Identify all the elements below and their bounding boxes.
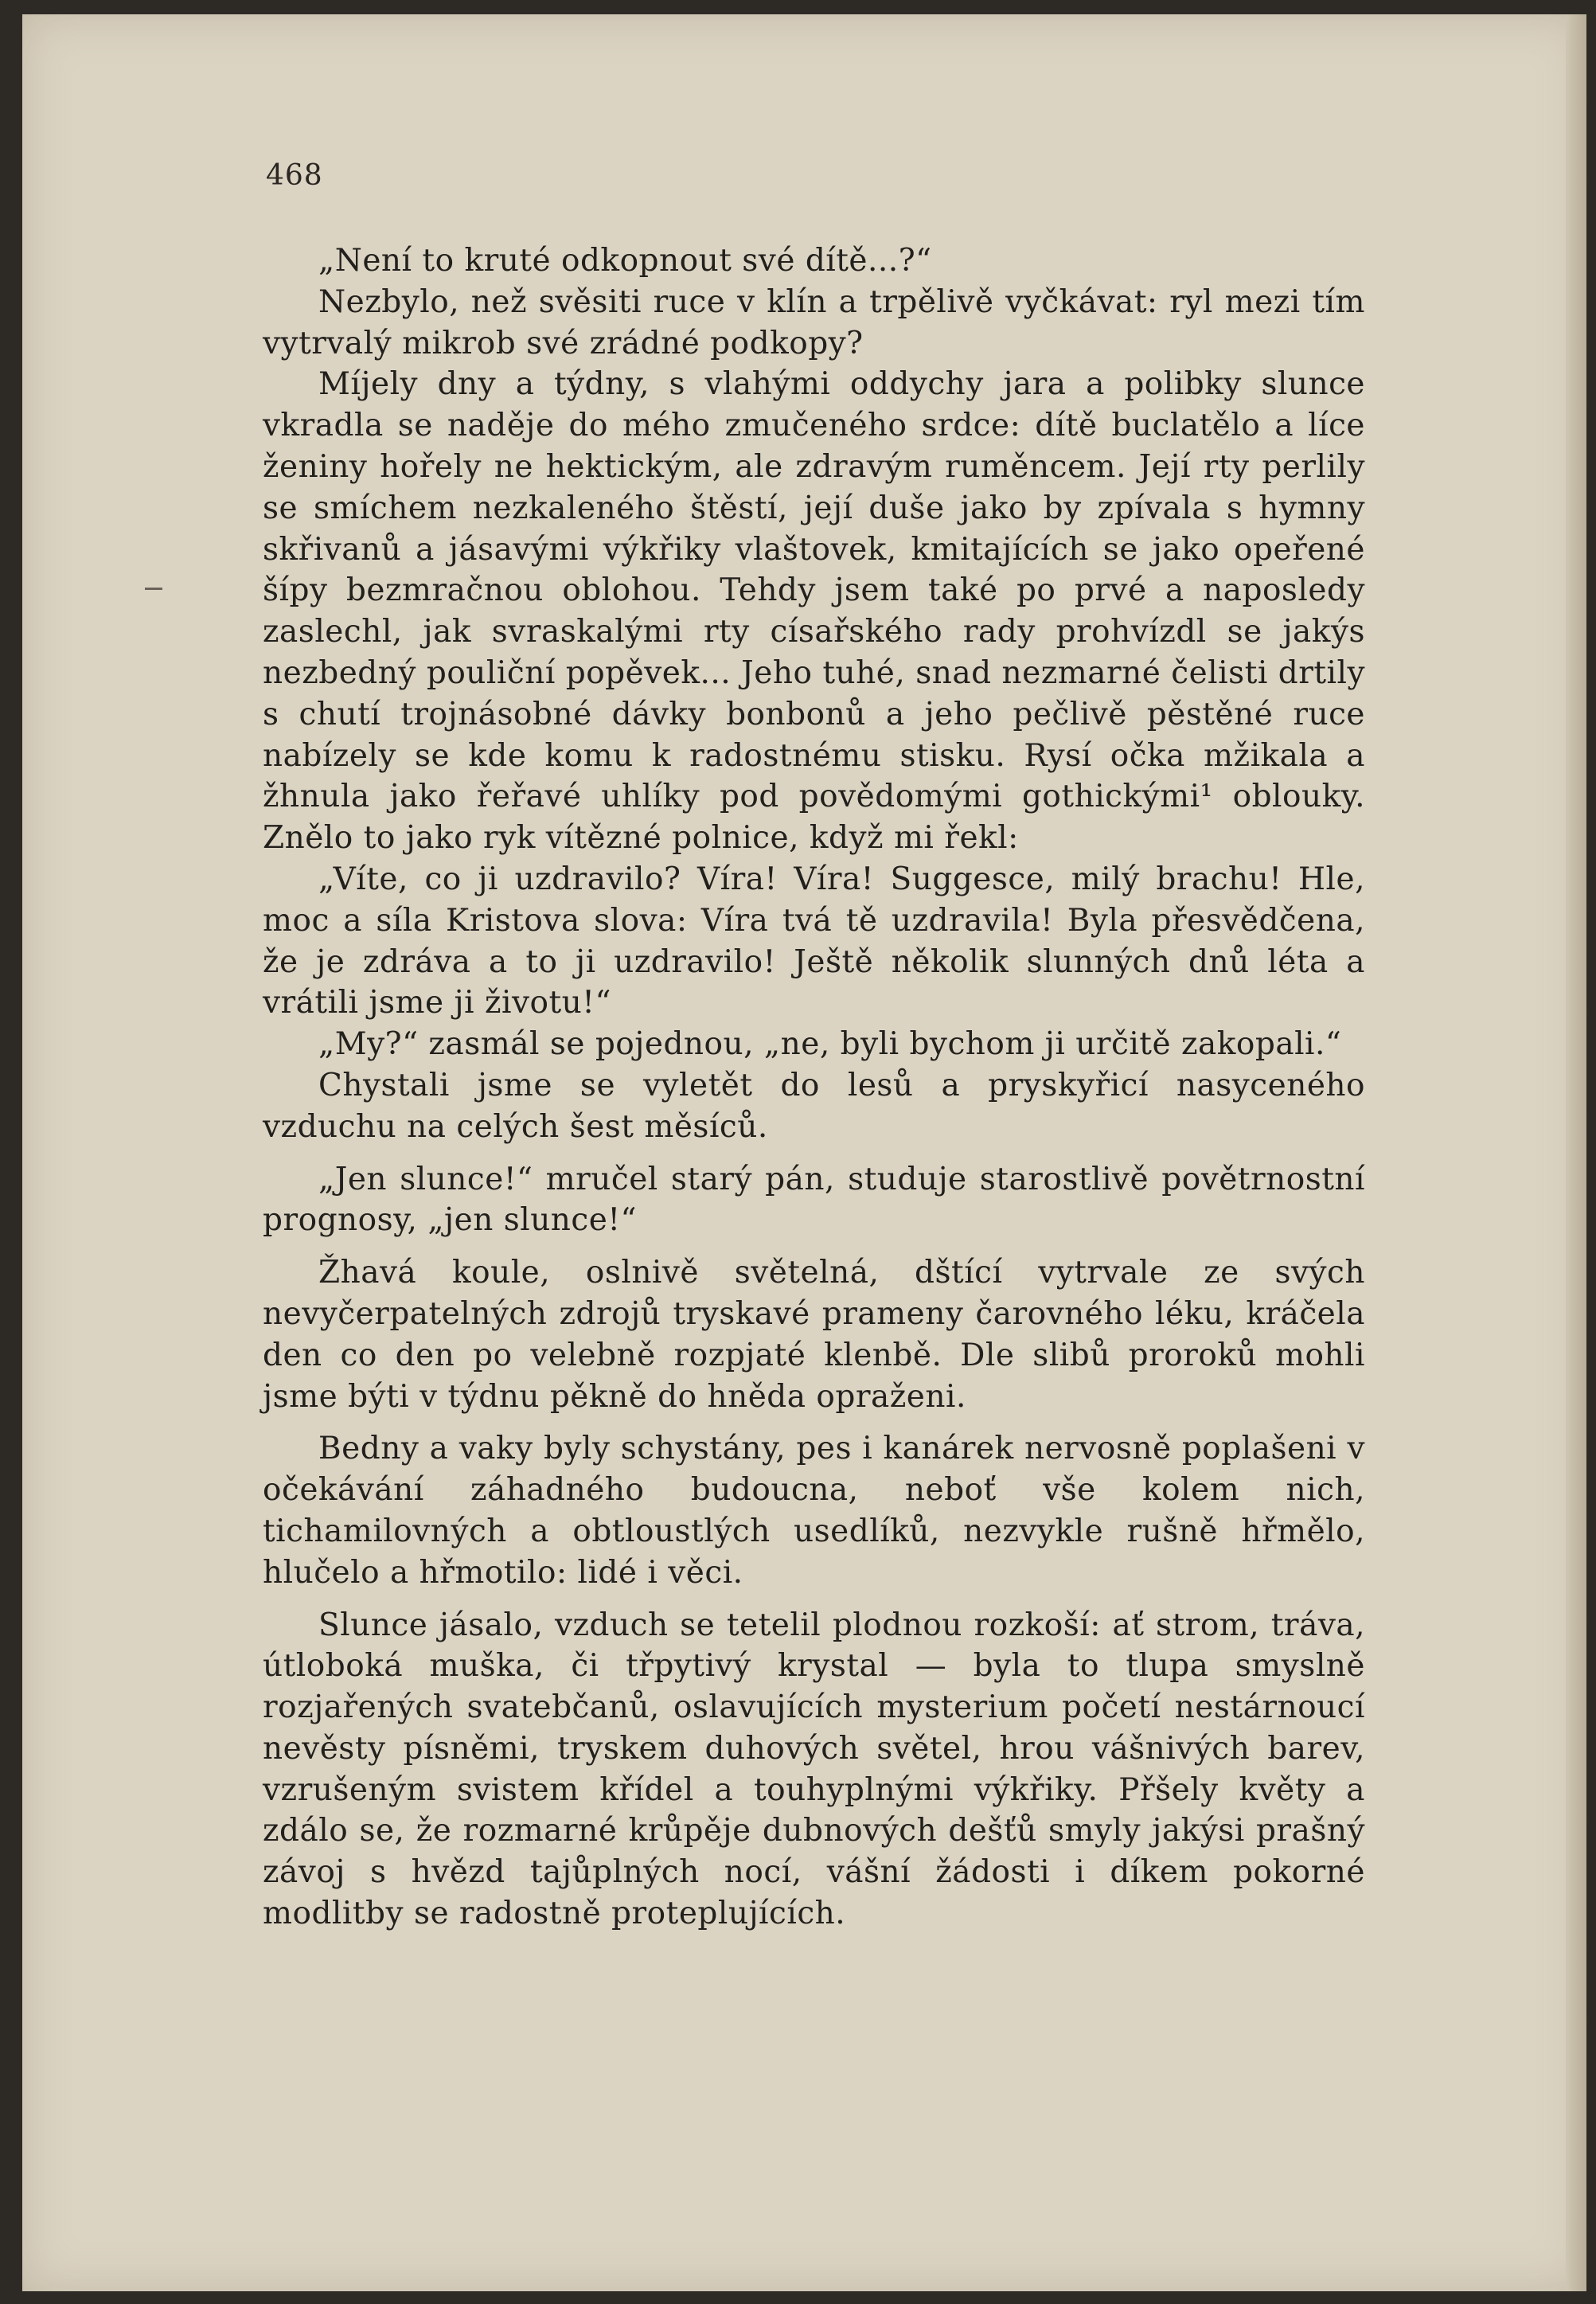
margin-mark <box>145 588 162 590</box>
page-edge <box>1566 14 1586 2291</box>
paragraph-10: Slunce jásalo, vzduch se tetelil plodnou rozkoší: ať strom, tráva, útloboká muška, či třpytivý krystal — byla to tlupa smyslně rozjařených svatebčanů, oslavujících mysterium početí nestárnoucí nevěsty písněmi, tryskem duhových světel, hrou vášnivých barev, vzrušeným svistem křídel a touhyplnými výkřiky. Přšely květy a zdálo se, že rozmarné krůpěje dubnových dešťů smyly jakýsi prašný závoj s hvězd tajůplných nocí, vášní žádosti i díkem pokorné modlitby se radostně proteplujících. <box>263 1607 1365 1932</box>
body-text <box>263 240 1365 1935</box>
paragraph-2: Nezbylo, než svěsiti ruce v klín a trpělivě vyčkávat: ryl mezi tím vytrvalý mikrob své zrádné podkopy? <box>263 283 1365 361</box>
paragraph-9: Bedny a vaky byly schystány, pes i kanárek nervosně poplašeni v očekávání záhadného budoucna, neboť vše kolem nich, tichamilovných a obtloustlých usedlíků, nezvykle rušně hřmělo, hlučelo a hřmotilo: lidé i věci. <box>263 1431 1365 1591</box>
paragraph-7: „Jen slunce!“ mručel starý pán, studuje starostlivě povětrnostní prognosy, „jen slunce!“ <box>263 1161 1365 1239</box>
paragraph-6: Chystali jsme se vyletět do lesů a pryskyřicí nasyceného vzduchu na celých šest měsíců. <box>263 1067 1365 1145</box>
paragraph-8: Žhavá koule, oslnivě světelná, dštící vytrvale ze svých nevyčerpatelných zdrojů tryskavé prameny čarovného léku, kráčela den co den po velebně rozpjaté klenbě. Dle slibů proroků mohli jsme býti v týdnu pěkně do hněda opraženi. <box>263 1255 1365 1415</box>
paragraph-4: „Víte, co ji uzdravilo? Víra! Víra! Suggesce, milý brachu! Hle, moc a síla Kristova slova: Víra tvá tě uzdravila! Byla přesvědčena, že je zdráva a to ji uzdravilo! Ještě několik slunných dnů léta a vrátili jsme ji životu!“ <box>263 861 1365 1021</box>
page-number: 468 <box>266 159 323 192</box>
paragraph-1: „Není to kruté odkopnout své dítě...?“ <box>318 243 932 279</box>
paragraph-5: „My?“ zasmál se pojednou, „ne, byli bychom ji určitě zakopali.“ <box>318 1026 1342 1063</box>
paragraph-3: Míjely dny a týdny, s vlahými oddychy jara a polibky slunce vkradla se naděje do mého zmučeného srdce: dítě buclatělo a líce ženiny hořely ne hektickým, ale zdravým ruměncem. Její rty perlily se smíchem nezkaleného štěstí, její duše jako by zpívala s hymny skřivanů a jásavými výkřiky vlaštovek, kmitajících se jako opeřené šípy bezmračnou oblohou. Tehdy jsem také po prvé a naposledy zaslechl, jak svraskalými rty císařského rady prohvízdl se jakýs nezbedný pouliční popěvek... Jeho tuhé, snad nezmarné čelisti drtily s chutí trojnásobné dávky bonbonů a jeho pečlivě pěstěné ruce nabízely se kde komu k radostnému stisku. Rysí očka mžikala a žhnula jako řeřavé uhlíky pod povědomými gothickými¹ oblouky. Znělo to jako ryk vítězné polnice, když mi řekl: <box>263 366 1365 857</box>
